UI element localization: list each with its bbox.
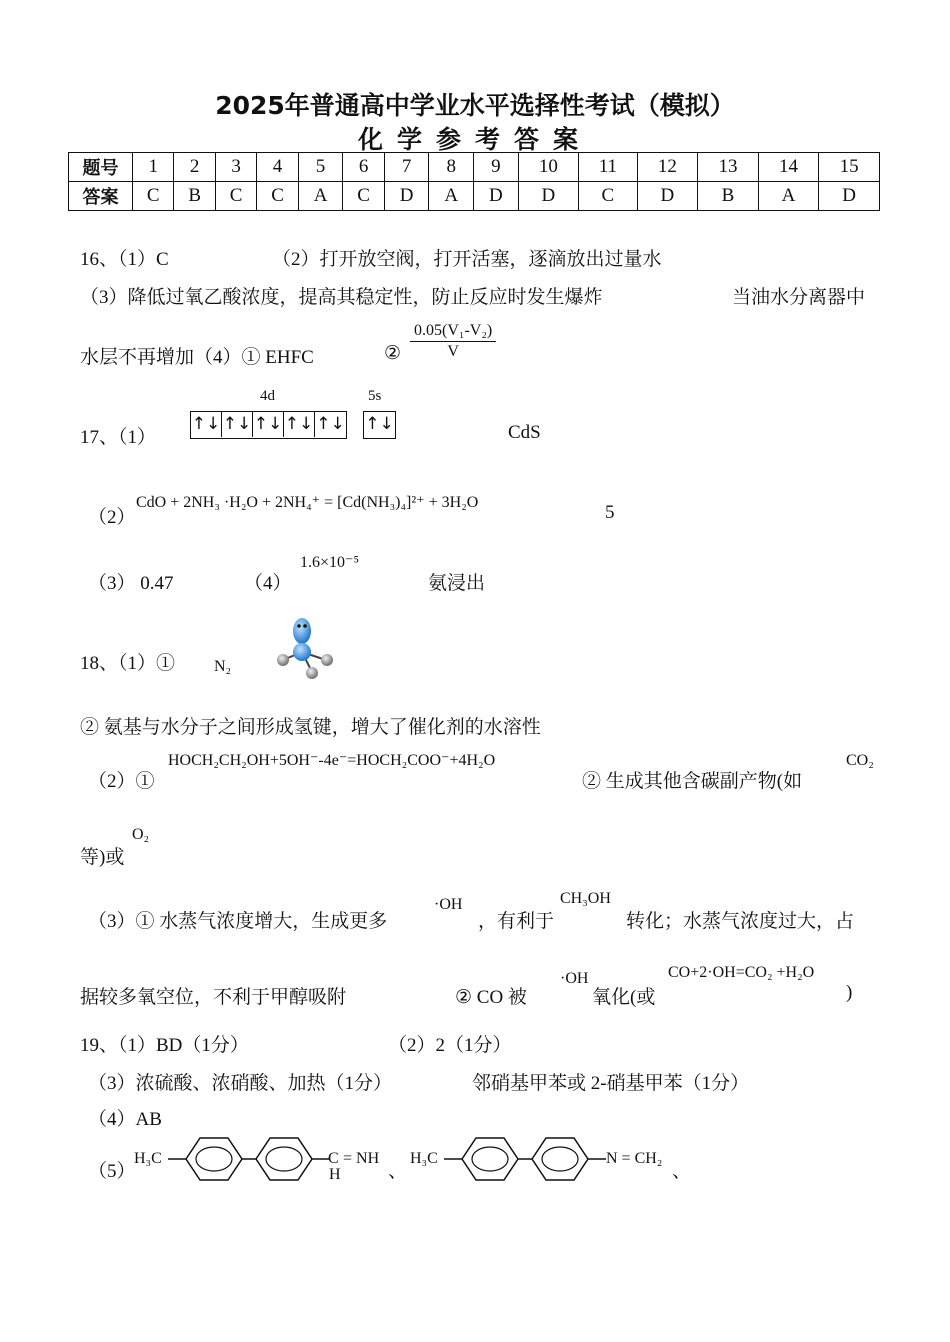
struct-separator-1: 、 (388, 1161, 408, 1182)
q18-part1-2: ② 氨基与水分子之间形成氢键，增大了催化剂的水溶性 (80, 717, 541, 738)
table-cell-number: 4 (257, 153, 298, 182)
q17-part3: （3） 0.47 (88, 573, 174, 594)
table-cell-number: 12 (637, 153, 698, 182)
q16-fraction (410, 322, 496, 361)
table-cell-answer: C (133, 182, 174, 211)
q19-part3: （3）浓硫酸、浓硝酸、加热（1分） (88, 1073, 393, 1094)
table-cell-answer: B (698, 182, 759, 211)
struct1-h: H (329, 1166, 341, 1183)
orbital-label-5s: 5s (368, 388, 382, 404)
q17-part4-b: 氨浸出 (428, 573, 486, 594)
fraction-denominator: V (447, 343, 459, 360)
orbital-box: ↑↓ (284, 412, 315, 437)
q19-part2: （2）2（1分） (388, 1035, 512, 1056)
table-cell-number: 10 (518, 153, 579, 182)
table-cell-answer: D (518, 182, 579, 211)
q18-oh-1: ·OH (434, 896, 463, 913)
q17-part4: （4） (244, 573, 292, 594)
q18-last-a: 据较多氧空位，不利于甲醇吸附 (80, 987, 347, 1008)
table-cell-answer: D (819, 182, 880, 211)
table-cell-number: 14 (758, 153, 819, 182)
q19-part5: （5） (88, 1161, 136, 1182)
table-cell-answer: B (174, 182, 215, 211)
q17-part2-answer: 5 (605, 502, 615, 523)
orbital-label-4d: 4d (260, 388, 275, 404)
table-cell-answer: D (474, 182, 519, 211)
q17-part2-label: （2） (88, 507, 136, 528)
orbital-diagram-4d (190, 411, 347, 439)
q19-part1: 19、（1）BD（1分） (80, 1035, 249, 1056)
struct1-h3c: H₃C (134, 1150, 162, 1167)
struct1-biphenyl-icon (168, 1134, 332, 1184)
orbital-box: ↑↓ (253, 412, 284, 437)
answer-table (68, 152, 880, 211)
q16-part3-b: 当油水分离器中 (732, 287, 866, 308)
table-cell-answer: C (257, 182, 298, 211)
table-cell-number: 2 (174, 153, 215, 182)
table-cell-number: 3 (215, 153, 256, 182)
table-cell-number: 6 (343, 153, 384, 182)
q17-part1: 17、（1） (80, 427, 157, 448)
q18-part3-c: 转化；水蒸气浓度过大，占 (626, 911, 855, 932)
q19-part3-b: 邻硝基甲苯或 2-硝基甲苯（1分） (472, 1073, 750, 1094)
q16-part2: （2）打开放空阀，打开活塞，逐滴放出过量水 (272, 249, 662, 270)
table-cell-answer: A (298, 182, 343, 211)
table-cell-number: 7 (384, 153, 429, 182)
table-cell-answer: C (215, 182, 256, 211)
table-cell-answer: C (579, 182, 637, 211)
table-cell-number: 8 (429, 153, 474, 182)
table-cell-answer: A (758, 182, 819, 211)
q18-last-d: ) (846, 982, 853, 1003)
table-cell-answer: A (429, 182, 474, 211)
ammonia-molecule-icon (270, 614, 336, 682)
q18-last-c: 氧化(或 (592, 987, 656, 1008)
orbital-box: ↑↓ (222, 412, 253, 437)
q18-equation: HOCH₂CH₂OH+5OH⁻-4e⁻=HOCH₂COO⁻+4H₂O (168, 752, 496, 769)
struct1-eq-nh: = NH (343, 1150, 380, 1167)
q16-part4-circle2: ② (384, 343, 402, 364)
table-cell-number: 11 (579, 153, 637, 182)
q18-line-deng: 等)或 (80, 847, 125, 868)
q18-co2: CO₂ (846, 752, 874, 769)
orbital-diagram-5s (363, 411, 396, 439)
orbital-box: ↑↓ (365, 414, 394, 434)
q18-oh-2: ·OH (560, 970, 589, 987)
struct1-c: C (328, 1150, 339, 1167)
orbital-box: ↑↓ (191, 412, 222, 437)
q18-o2: O₂ (132, 826, 150, 843)
q18-part3-a: （3）① 水蒸气浓度增大，生成更多 (88, 911, 388, 932)
q17-cds: CdS (508, 422, 541, 443)
q18-part2: （2）① (88, 771, 155, 792)
table-row-numbers (69, 153, 880, 182)
table-cell-number: 5 (298, 153, 343, 182)
table-cell-number: 9 (474, 153, 519, 182)
title-line2: 化学参考答案 (357, 125, 592, 154)
q16-part3: （3）降低过氧乙酸浓度，提高其稳定性，防止反应时发生爆炸 (80, 287, 603, 308)
table-cell-answer: C (343, 182, 384, 211)
table-row-answers (69, 182, 880, 211)
struct2-n-ch2: N = CH₂ (606, 1150, 663, 1167)
q18-part2-b: ② 生成其他含碳副产物(如 (582, 771, 803, 792)
table-cell-number: 1 (133, 153, 174, 182)
orbital-box: ↑↓ (316, 414, 345, 434)
q18-n2: N₂ (214, 658, 232, 675)
q16-part4: 水层不再增加（4）① EHFC (80, 347, 314, 368)
table-header-answer: 答案 (69, 182, 133, 211)
struct2-h3c: H₃C (410, 1150, 438, 1167)
q18-last-b: ② CO 被 (455, 987, 527, 1008)
table-header-number: 题号 (69, 153, 133, 182)
fraction-numerator: 0.05(V₁-V₂) (410, 322, 496, 342)
q16-part1: 16、（1）C (80, 249, 169, 270)
table-cell-number: 15 (819, 153, 880, 182)
q17-equation: CdO + 2NH₃ ·H₂O + 2NH₄⁺ = [Cd(NH₃)₄]²⁺ + 3H₂O (136, 494, 479, 511)
table-cell-answer: D (384, 182, 429, 211)
q19-part4: （4）AB (88, 1109, 162, 1130)
q18-part1: 18、（1）① (80, 653, 176, 674)
struct-separator-2: 、 (672, 1161, 692, 1182)
struct2-biphenyl-icon (444, 1134, 608, 1184)
table-cell-answer: D (637, 182, 698, 211)
table-cell-number: 13 (698, 153, 759, 182)
title-line1: 2025年普通高中学业水平选择性考试（模拟） (215, 91, 735, 120)
q18-part3-b: ，有利于 (478, 911, 555, 932)
q17-ksp-value: 1.6×10⁻⁵ (300, 554, 360, 571)
q18-ch3oh: CH₃OH (560, 890, 611, 907)
q18-eq3: CO+2·OH=CO₂ +H₂O (668, 964, 815, 981)
